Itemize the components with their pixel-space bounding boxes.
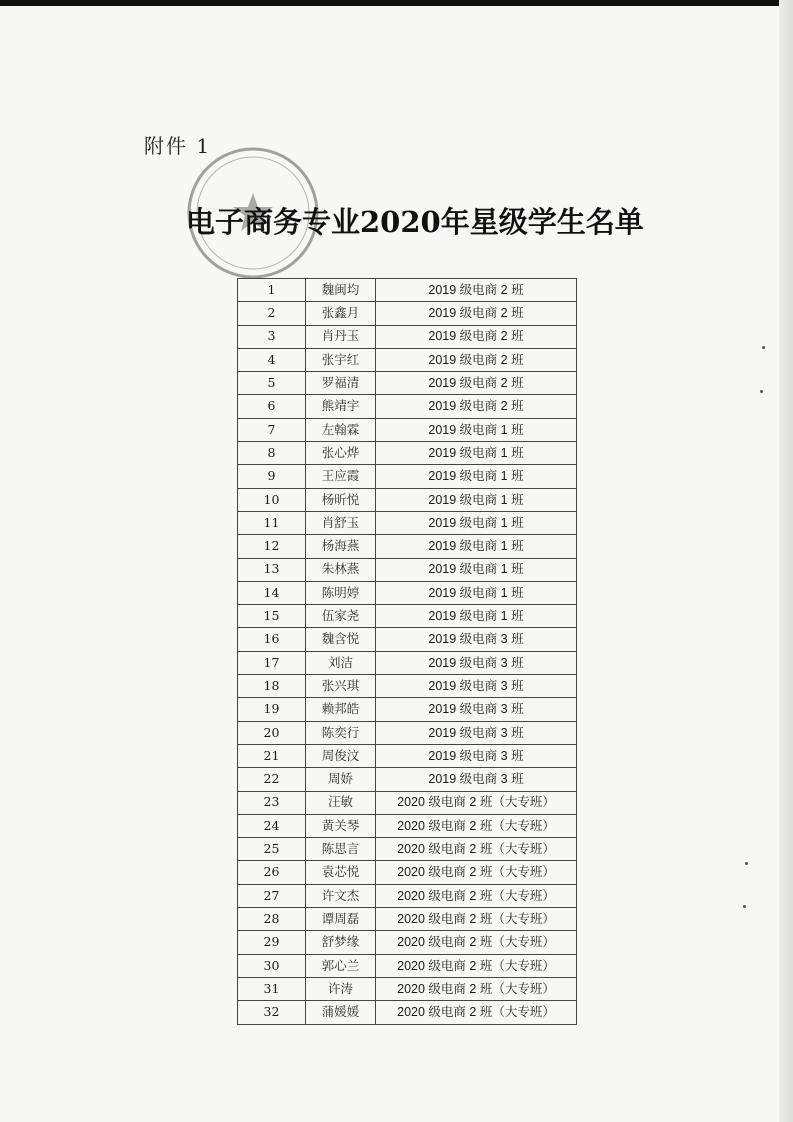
class-name: 2019 级电商 1 班: [376, 442, 577, 465]
table-row: [238, 861, 577, 884]
class-name: 2019 级电商 1 班: [376, 511, 577, 534]
row-number: 27: [238, 884, 306, 907]
class-name: 2019 级电商 2 班: [376, 395, 577, 418]
row-number: 24: [238, 814, 306, 837]
student-name: 杨海燕: [306, 535, 376, 558]
row-number: 25: [238, 838, 306, 861]
table-row: [238, 442, 577, 465]
scan-speck: [762, 346, 765, 349]
row-number: 19: [238, 698, 306, 721]
student-name: 熊靖宇: [306, 395, 376, 418]
row-number: 31: [238, 977, 306, 1000]
student-table: [237, 278, 577, 1025]
student-name: 魏含悦: [306, 628, 376, 651]
row-number: 32: [238, 1001, 306, 1024]
student-name: 肖舒玉: [306, 511, 376, 534]
table-row: [238, 372, 577, 395]
student-name: 肖丹玉: [306, 325, 376, 348]
student-name: 陈思言: [306, 838, 376, 861]
class-name: 2020 级电商 2 班（大专班）: [376, 838, 577, 861]
class-name: 2019 级电商 1 班: [376, 535, 577, 558]
student-name: 舒梦缘: [306, 931, 376, 954]
row-number: 22: [238, 768, 306, 791]
class-name: 2019 级电商 3 班: [376, 744, 577, 767]
table-row: [238, 605, 577, 628]
table-row: [238, 931, 577, 954]
class-name: 2020 级电商 2 班（大专班）: [376, 977, 577, 1000]
class-name: 2020 级电商 2 班（大专班）: [376, 1001, 577, 1024]
table-row: [238, 698, 577, 721]
table-row: [238, 977, 577, 1000]
student-name: 刘洁: [306, 651, 376, 674]
table-row: [238, 325, 577, 348]
student-name: 魏闽均: [306, 279, 376, 302]
class-name: 2020 级电商 2 班（大专班）: [376, 931, 577, 954]
student-name: 汪敏: [306, 791, 376, 814]
attachment-label: 附件 1: [144, 134, 212, 158]
row-number: 11: [238, 511, 306, 534]
row-number: 4: [238, 348, 306, 371]
student-name: 张宇红: [306, 348, 376, 371]
table-row: [238, 814, 577, 837]
student-name: 罗福清: [306, 372, 376, 395]
table-row: [238, 721, 577, 744]
row-number: 8: [238, 442, 306, 465]
class-name: 2019 级电商 2 班: [376, 325, 577, 348]
table-row: [238, 954, 577, 977]
row-number: 12: [238, 535, 306, 558]
row-number: 10: [238, 488, 306, 511]
student-name: 陈明婷: [306, 581, 376, 604]
student-name: 谭周磊: [306, 908, 376, 931]
class-name: 2019 级电商 2 班: [376, 348, 577, 371]
table-row: [238, 581, 577, 604]
row-number: 15: [238, 605, 306, 628]
class-name: 2019 级电商 1 班: [376, 418, 577, 441]
class-name: 2020 级电商 2 班（大专班）: [376, 908, 577, 931]
row-number: 13: [238, 558, 306, 581]
class-name: 2019 级电商 3 班: [376, 651, 577, 674]
table-row: [238, 511, 577, 534]
student-name: 许涛: [306, 977, 376, 1000]
table-row: [238, 418, 577, 441]
row-number: 7: [238, 418, 306, 441]
student-name: 张鑫月: [306, 302, 376, 325]
table-row: [238, 791, 577, 814]
student-name: 赖邦皓: [306, 698, 376, 721]
table-row: [238, 348, 577, 371]
table-row: [238, 768, 577, 791]
row-number: 23: [238, 791, 306, 814]
class-name: 2019 级电商 3 班: [376, 768, 577, 791]
student-name: 左翰霖: [306, 418, 376, 441]
class-name: 2019 级电商 2 班: [376, 279, 577, 302]
row-number: 28: [238, 908, 306, 931]
student-name: 袁芯悦: [306, 861, 376, 884]
row-number: 5: [238, 372, 306, 395]
student-name: 蒲媛媛: [306, 1001, 376, 1024]
student-name: 黄关琴: [306, 814, 376, 837]
table-row: [238, 488, 577, 511]
class-name: 2019 级电商 1 班: [376, 581, 577, 604]
student-name: 郭心兰: [306, 954, 376, 977]
table-row: [238, 465, 577, 488]
table-row: [238, 908, 577, 931]
row-number: 29: [238, 931, 306, 954]
table-row: [238, 838, 577, 861]
row-number: 26: [238, 861, 306, 884]
row-number: 30: [238, 954, 306, 977]
row-number: 17: [238, 651, 306, 674]
row-number: 9: [238, 465, 306, 488]
class-name: 2019 级电商 3 班: [376, 698, 577, 721]
table-row: [238, 1001, 577, 1024]
row-number: 21: [238, 744, 306, 767]
student-name: 伍家尧: [306, 605, 376, 628]
student-name: 杨昕悦: [306, 488, 376, 511]
row-number: 1: [238, 279, 306, 302]
class-name: 2019 级电商 1 班: [376, 488, 577, 511]
row-number: 14: [238, 581, 306, 604]
class-name: 2019 级电商 2 班: [376, 302, 577, 325]
table-row: [238, 628, 577, 651]
class-name: 2020 级电商 2 班（大专班）: [376, 954, 577, 977]
row-number: 16: [238, 628, 306, 651]
student-name: 许文杰: [306, 884, 376, 907]
class-name: 2019 级电商 3 班: [376, 628, 577, 651]
scan-top-border: [0, 0, 793, 6]
scan-speck: [745, 862, 748, 865]
scan-speck: [743, 905, 746, 908]
table-row: [238, 558, 577, 581]
table-row: [238, 535, 577, 558]
class-name: 2019 级电商 1 班: [376, 558, 577, 581]
row-number: 2: [238, 302, 306, 325]
student-name: 陈奕行: [306, 721, 376, 744]
table-row: [238, 675, 577, 698]
table-row: [238, 744, 577, 767]
row-number: 6: [238, 395, 306, 418]
scan-speck: [760, 390, 763, 393]
class-name: 2019 级电商 1 班: [376, 605, 577, 628]
student-name: 周娇: [306, 768, 376, 791]
class-name: 2019 级电商 3 班: [376, 675, 577, 698]
page-title: 电子商务专业2020年星级学生名单: [186, 205, 644, 239]
class-name: 2019 级电商 1 班: [376, 465, 577, 488]
student-name: 王应霞: [306, 465, 376, 488]
class-name: 2020 级电商 2 班（大专班）: [376, 861, 577, 884]
table-row: [238, 395, 577, 418]
table-row: [238, 884, 577, 907]
class-name: 2020 级电商 2 班（大专班）: [376, 791, 577, 814]
student-name: 张心烨: [306, 442, 376, 465]
scan-right-edge: [779, 0, 793, 1122]
row-number: 18: [238, 675, 306, 698]
class-name: 2019 级电商 3 班: [376, 721, 577, 744]
class-name: 2020 级电商 2 班（大专班）: [376, 884, 577, 907]
table-row: [238, 302, 577, 325]
class-name: 2019 级电商 2 班: [376, 372, 577, 395]
student-table-body: [238, 279, 577, 1025]
row-number: 3: [238, 325, 306, 348]
student-name: 周俊汶: [306, 744, 376, 767]
row-number: 20: [238, 721, 306, 744]
student-name: 张兴琪: [306, 675, 376, 698]
table-row: [238, 651, 577, 674]
class-name: 2020 级电商 2 班（大专班）: [376, 814, 577, 837]
table-row: [238, 279, 577, 302]
student-name: 朱林燕: [306, 558, 376, 581]
